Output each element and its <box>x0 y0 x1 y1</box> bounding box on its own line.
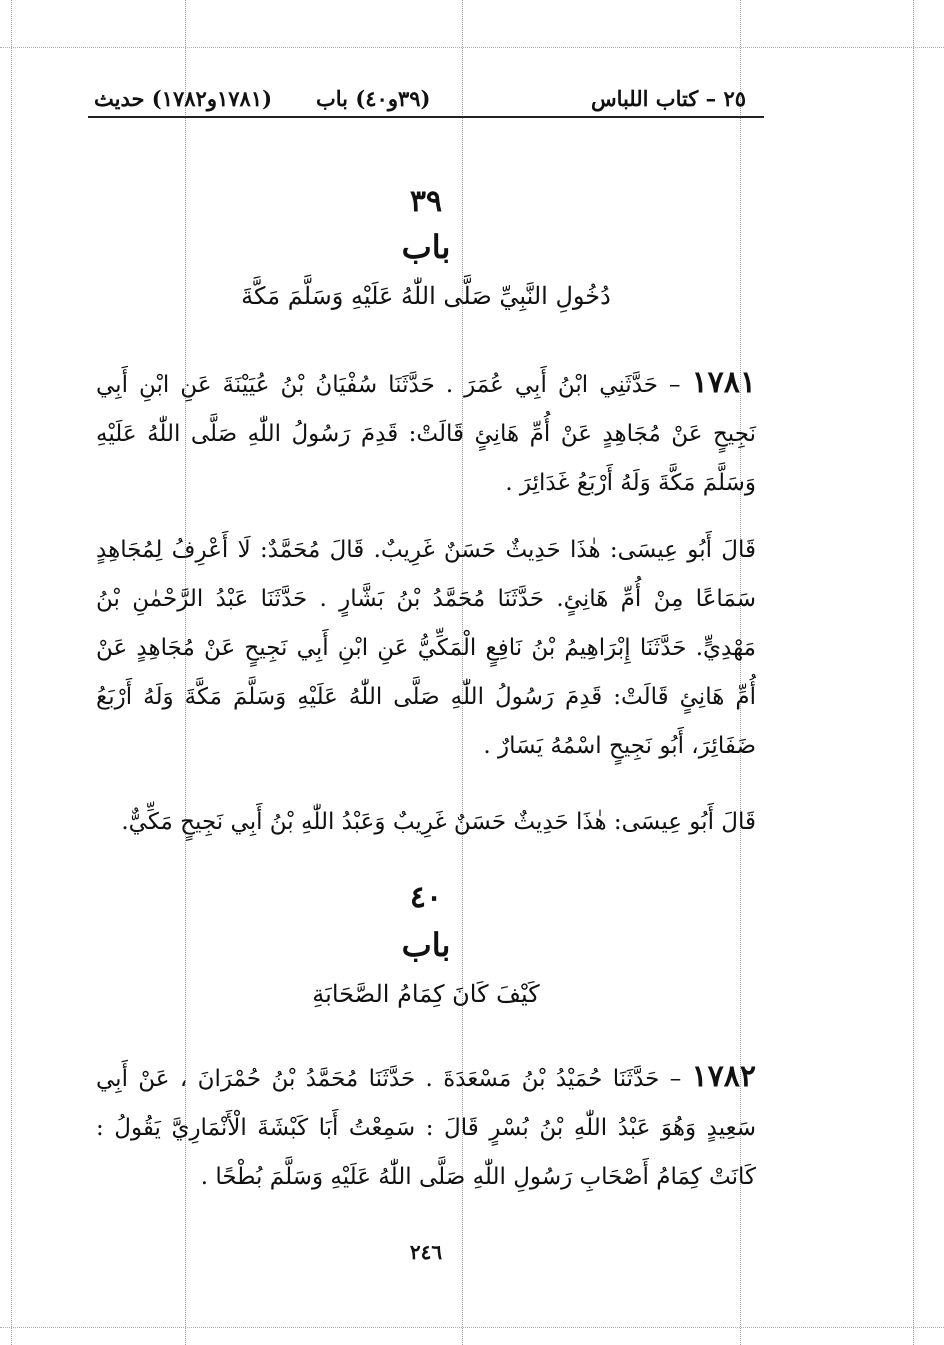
margin-guide <box>913 0 914 1345</box>
page-number: ٢٤٦ <box>409 1240 443 1264</box>
commentary-paragraph: قَالَ أَبُو عِيسَى: هٰذَا حَدِيثٌ حَسَنٌ غَرِيبٌ وَعَبْدُ اللّٰهِ بْنُ أَبِي نَجِيحٍ مَكِّيٌّ. <box>121 809 756 835</box>
margin-guide <box>11 0 12 1345</box>
chapter-number: ٣٩ <box>409 184 443 219</box>
header-chapter-range: (٣٩و٤٠) باب <box>316 86 431 111</box>
chapter-title: كَيْفَ كَانَ كِمَامُ الصَّحَابَةِ <box>312 980 540 1008</box>
hadith-text: – حَدَّثَنِي ابْنُ أَبِي عُمَرَ . حَدَّثَنَا سُفْيَانُ بْنُ عُيَيْنَةَ عَنِ ابْنِ أَبِي نَجِيحٍ عَنْ مُجَاهِدٍ عَنْ أُمِّ هَانِئٍ قَالَتْ: قَدِمَ رَسُولُ اللّٰهِ صَلَّى اللّٰهُ عَلَيْهِ وَسَلَّمَ مَكَّةَ وَلَهُ أَرْبَعُ غَدَائِرَ . <box>96 372 756 496</box>
book-page <box>88 68 764 1288</box>
chapter-heading: باب <box>401 926 451 964</box>
chapter-heading: باب <box>401 228 451 266</box>
margin-guide <box>0 47 944 48</box>
running-header <box>88 82 764 118</box>
commentary-paragraph: قَالَ أَبُو عِيسَى: هٰذَا حَدِيثٌ حَسَنٌ غَرِيبٌ. قَالَ مُحَمَّدٌ: لَا أَعْرِفُ لِمُجَاهِدٍ سَمَاعًا مِنْ أُمِّ هَانِئٍ. حَدَّثَنَا مُحَمَّدُ بْنُ بَشَّارٍ . حَدَّثَنَا عَبْدُ الرَّحْمٰنِ بْنُ مَهْدِيٍّ. حَدَّثَنَا إِبْرَاهِيمُ بْنُ نَافِعٍ الْمَكِّيُّ عَنِ ابْنِ أَبِي نَجِيحٍ عَنْ مُجَاهِدٍ عَنْ أُمِّ هَانِئٍ قَالَتْ: قَدِمَ رَسُولُ اللّٰهِ صَلَّى اللّٰهُ عَلَيْهِ وَسَلَّمَ مَكَّةَ وَلَهُ أَرْبَعُ ضَفَائِرَ، أَبُو نَجِيحٍ اسْمُهُ يَسَارٌ . <box>96 537 756 759</box>
header-hadith-range: (١٧٨١و١٧٨٢) حديث <box>94 86 273 111</box>
chapter-number: ٤٠ <box>409 880 443 915</box>
hadith-text: – حَدَّثَنَا حُمَيْدُ بْنُ مَسْعَدَةَ . حَدَّثَنَا مُحَمَّدُ بْنُ حُمْرَانَ ، عَنْ أَبِي سَعِيدٍ وَهُوَ عَبْدُ اللّٰهِ بْنُ بُسْرٍ قَالَ : سَمِعْتُ أَبَا كَبْشَةَ الْأَنْمَارِيَّ يَقُولُ : كَانَتْ كِمَامُ أَصْحَابِ رَسُولِ اللّٰهِ صَلَّى اللّٰهُ عَلَيْهِ وَسَلَّمَ بُطْحًا . <box>96 1066 756 1190</box>
header-book-title: ٢٥ – كتاب اللباس <box>590 86 746 111</box>
hadith-number: ١٧٨١ <box>691 365 757 400</box>
hadith-number: ١٧٨٢ <box>691 1059 756 1094</box>
chapter-title: دُخُولِ النَّبِيِّ صَلَّى اللّٰهُ عَلَيْهِ وَسَلَّمَ مَكَّةَ <box>241 282 611 310</box>
header-rule <box>88 116 764 118</box>
hadith-paragraph <box>96 358 756 508</box>
hadith-paragraph <box>96 1052 756 1202</box>
margin-guide <box>0 1327 944 1328</box>
